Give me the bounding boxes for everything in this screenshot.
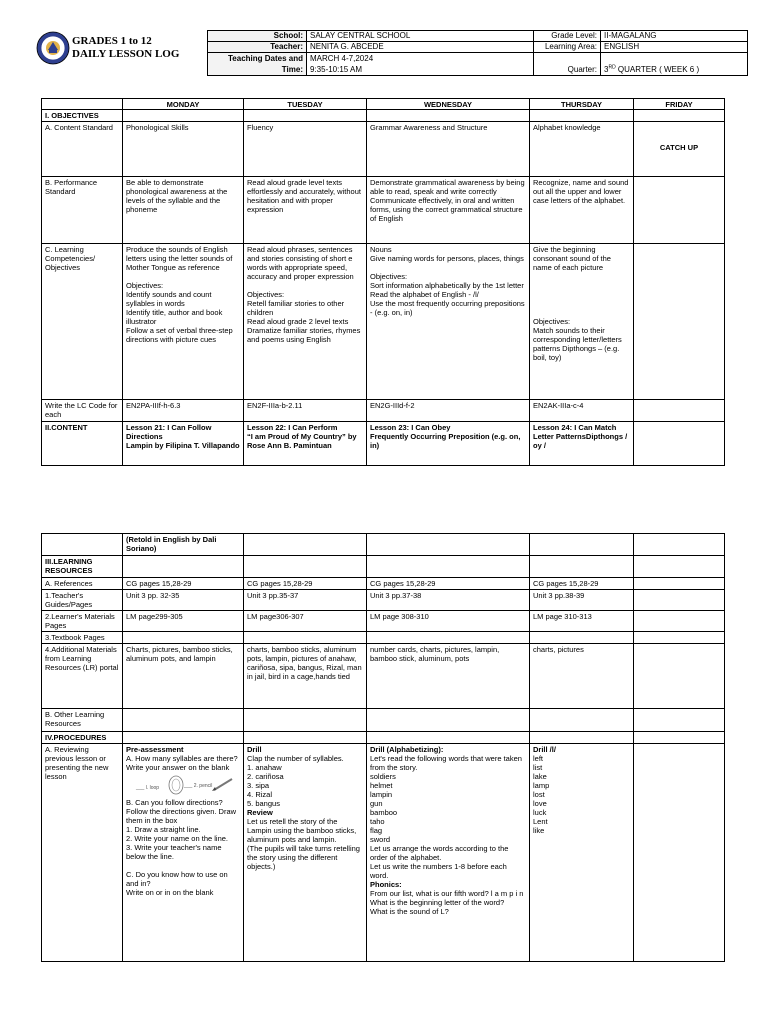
content-standard-wed: Grammar Awareness and Structure xyxy=(367,122,530,177)
comp-mon-1: Produce the sounds of English letters using the letter sounds of Mother Tongue as reference xyxy=(126,245,233,272)
lc-code-label: Write the LC Code for each xyxy=(42,400,123,422)
comp-wed-5: Use the most frequently occurring prepositions - (e.g. on, in) xyxy=(370,299,525,317)
rev-mon-c: C. Do you know how to use on and in? xyxy=(126,870,228,888)
comp-thu-objectives: Objectives: xyxy=(533,317,571,326)
lc-code-tue: EN2F-IIIa-b-2.11 xyxy=(244,400,367,422)
school-label: School: xyxy=(208,31,307,42)
rev-thu-word-3: lake xyxy=(533,772,547,781)
perf-wed-line-2: Communicate effectively, in oral and written forms, using the correct grammatical structure of English xyxy=(370,196,523,223)
rev-mon-c2: Write on or in on the blank xyxy=(126,888,214,897)
content-standard-thu: Alphabet knowledge xyxy=(530,122,634,177)
comp-wed-4: Read the alphabet of English - /l/ xyxy=(370,290,479,299)
reviewing-tue xyxy=(244,744,367,962)
reviewing-label: A. Reviewing previous lesson or presenting the new lesson xyxy=(42,744,123,962)
learners-materials-row xyxy=(42,611,725,632)
rev-thu-word-2: list xyxy=(533,763,543,772)
rev-wed-word-3: lampin xyxy=(370,790,393,799)
content-standard-mon: Phonological Skills xyxy=(123,122,244,177)
additional-materials-tue: charts, bamboo sticks, aluminum pots, lampin, pictures of anahaw, cariñosa, sipa, bangus, Rizal, man in jail, bird in a cage,hands tied xyxy=(244,644,367,709)
teacher-label: Teacher: xyxy=(208,42,307,53)
area-value: ENGLISH xyxy=(601,42,748,53)
grade-label: Grade Level: xyxy=(534,31,601,42)
title-line-2: DAILY LESSON LOG xyxy=(72,48,180,60)
comp-tue-3: Read aloud grade 2 level texts xyxy=(247,317,349,326)
title-line-1: GRADES 1 to 12 xyxy=(72,35,152,47)
content-label: II.CONTENT xyxy=(42,422,123,466)
rev-wed-p3: What is the sound of L? xyxy=(370,907,449,916)
day-monday: MONDAY xyxy=(123,99,244,110)
drill-heading-tue: Drill xyxy=(247,745,262,754)
textbook-label: 3.Textbook Pages xyxy=(42,632,123,644)
reviewing-mon xyxy=(123,744,244,962)
rev-wed-word-4: gun xyxy=(370,799,383,808)
references-label: A. References xyxy=(42,578,123,590)
teacher-value: NENITA G. ABCEDE xyxy=(307,42,534,53)
rev-mon-b2: 2. Write your name on the line. xyxy=(126,834,228,843)
learners-materials-tue: LM page306-307 xyxy=(244,611,367,632)
reviewing-row xyxy=(42,744,725,962)
rev-tue-item-3: 3. sipa xyxy=(247,781,270,790)
illus-loop-label: ___ l. loop xyxy=(136,785,160,791)
other-resources-label: B. Other Learning Resources xyxy=(42,709,123,732)
comp-tue-4: Dramatize familiar stories, rhymes and poems using English xyxy=(247,326,361,344)
additional-materials-wed: number cards, charts, pictures, lampin, bamboo stick, aluminum, pots xyxy=(367,644,530,709)
learners-materials-mon: LM page299-305 xyxy=(123,611,244,632)
dates-value xyxy=(307,53,534,76)
rev-mon-a2: Write your answer on the blank xyxy=(126,763,230,772)
reviewing-thu xyxy=(530,744,634,962)
content-tue: Lesson 22: I Can Perform “I am Proud of My Country” by Rose Ann B. Pamintuan xyxy=(244,422,367,466)
day-tuesday: TUESDAY xyxy=(244,99,367,110)
dates-text: MARCH 4-7,2024 xyxy=(310,54,374,63)
rev-tue-item-5: 5. bangus xyxy=(247,799,280,808)
content-thu: Lesson 24: I Can Match Letter PatternsDipthongs / oy / xyxy=(530,422,634,466)
deped-seal-icon xyxy=(36,31,70,65)
rev-thu-word-6: love xyxy=(533,799,547,808)
grade-value: II-MAGALANG xyxy=(601,31,748,42)
rev-thu-word-8: Lent xyxy=(533,817,548,826)
catch-up-label: CATCH UP xyxy=(659,143,699,152)
learners-materials-label: 2.Learner's Materials Pages xyxy=(42,611,123,632)
days-header-row xyxy=(42,99,725,110)
drill-heading-thu: Drill /l/ xyxy=(533,745,556,754)
rev-wed-p1: From our list, what is our fifth word? l a m p i n xyxy=(370,889,524,898)
content-row xyxy=(42,422,725,466)
content-standard-row xyxy=(42,122,725,177)
header-info-table xyxy=(207,30,748,76)
competencies-tue xyxy=(244,244,367,400)
rev-mon-b3: 3. Write your teacher's name below the line. xyxy=(126,843,222,861)
competencies-thu xyxy=(530,244,634,400)
performance-standard-label: B. Performance Standard xyxy=(42,177,123,244)
comp-wed-3: Sort information alphabetically by the 1st letter xyxy=(370,281,524,290)
header-corner xyxy=(42,99,123,110)
lc-code-wed: EN2G-IIId-f-2 xyxy=(367,400,530,422)
competencies-row xyxy=(42,244,725,400)
rev-tue-item-1: 1. anahaw xyxy=(247,763,282,772)
rev-wed-word-6: taho xyxy=(370,817,385,826)
content-standard-fri xyxy=(634,122,725,177)
quarter-label: Quarter: xyxy=(534,53,601,76)
teachers-guide-tue: Unit 3 pp.35-37 xyxy=(244,590,367,611)
comp-wed-1: Nouns xyxy=(370,245,392,254)
rev-tue-item-4: 4. Rizal xyxy=(247,790,273,799)
loop-pencil-illustration-icon xyxy=(126,774,239,796)
learning-resources-label: III.LEARNING RESOURCES xyxy=(42,556,123,578)
additional-materials-mon: Charts, pictures, bamboo sticks, aluminum pots, and lampin xyxy=(123,644,244,709)
quarter-rest: QUARTER ( WEEK 6 ) xyxy=(615,65,700,74)
rev-tue-r2: (The pupils will take turns retelling the story using the different objects.) xyxy=(247,844,360,871)
competencies-wed xyxy=(367,244,530,400)
rev-thu-word-5: lost xyxy=(533,790,545,799)
quarter-number: 3 xyxy=(604,65,609,74)
comp-mon-3: Identify title, author and book illustrator xyxy=(126,308,223,326)
additional-materials-thu: charts, pictures xyxy=(530,644,634,709)
lesson-table-resources xyxy=(41,533,725,962)
rev-tue-clap: Clap the number of syllables. xyxy=(247,754,344,763)
comp-tue-1: Read aloud phrases, sentences and stories consisting of short e words with appropriate speed, accuracy and proper expression xyxy=(247,245,354,281)
lc-code-thu: EN2AK-IIIa-c-4 xyxy=(530,400,634,422)
procedures-label: IV.PROCEDURES xyxy=(42,732,123,744)
comp-mon-objectives: Objectives: xyxy=(126,281,164,290)
content-standard-label: A. Content Standard xyxy=(42,122,123,177)
comp-wed-objectives: Objectives: xyxy=(370,272,408,281)
rev-wed-arrange: Let us arrange the words according to the order of the alphabet. xyxy=(370,844,509,862)
comp-tue-objectives: Objectives: xyxy=(247,290,285,299)
rev-wed-intro: Let's read the following words that were taken from the story. xyxy=(370,754,522,772)
learners-materials-wed: LM page 308-310 xyxy=(367,611,530,632)
additional-materials-label: 4.Additional Materials from Learning Resources (LR) portal xyxy=(42,644,123,709)
content-wed: Lesson 23: I Can Obey Frequently Occurring Preposition (e.g. on, in) xyxy=(367,422,530,466)
retold-note: (Retold in English by Dali Soriano) xyxy=(123,534,244,556)
lc-code-row xyxy=(42,400,725,422)
objectives-label: I. OBJECTIVES xyxy=(42,110,123,122)
rev-thu-word-9: like xyxy=(533,826,545,835)
rev-wed-write: Let us write the numbers 1-8 before each word. xyxy=(370,862,507,880)
competencies-label: C. Learning Competencies/ Objectives xyxy=(42,244,123,400)
comp-mon-4: Follow a set of verbal three-step directions with picture cues xyxy=(126,326,233,344)
quarter-value xyxy=(601,53,748,76)
rev-mon-b1: 1. Draw a straight line. xyxy=(126,825,201,834)
comp-thu-2: Match sounds to their corresponding letter/letters patterns Dipthongs – (e.g. boil, toy) xyxy=(533,326,622,362)
rev-wed-word-1: soldiers xyxy=(370,772,396,781)
rev-wed-word-5: bamboo xyxy=(370,808,398,817)
illus-pencil-label: ___ 2. pencil xyxy=(184,783,213,789)
rev-thu-word-4: lamp xyxy=(533,781,550,790)
performance-standard-mon: Be able to demonstrate phonological awareness at the levels of the syllable and the phoneme xyxy=(123,177,244,244)
teachers-guide-wed: Unit 3 pp.37-38 xyxy=(367,590,530,611)
rev-wed-word-2: helmet xyxy=(370,781,393,790)
retold-row xyxy=(42,534,725,556)
references-row xyxy=(42,578,725,590)
teachers-guide-thu: Unit 3 pp.38-39 xyxy=(530,590,634,611)
comp-wed-2: Give naming words for persons, places, things xyxy=(370,254,524,263)
teachers-guide-label: 1.Teacher's Guides/Pages xyxy=(42,590,123,611)
lc-code-mon: EN2PA-IIIf-h-6.3 xyxy=(123,400,244,422)
rev-thu-word-7: luck xyxy=(533,808,547,817)
rev-thu-word-1: left xyxy=(533,754,544,763)
rev-wed-p2: What is the beginning letter of the word? xyxy=(370,898,505,907)
references-mon: CG pages 15,28-29 xyxy=(123,578,244,590)
rev-mon-b: B. Can you follow directions? Follow the directions given. Draw them in the box xyxy=(126,798,237,825)
pre-assessment-heading: Pre-assessment xyxy=(126,745,184,754)
references-thu: CG pages 15,28-29 xyxy=(530,578,634,590)
drill-heading-wed: Drill (Alphabetizing): xyxy=(370,745,444,754)
performance-standard-thu: Recognize, name and sound out all the upper and lower case letters of the alphabet. xyxy=(530,177,634,244)
day-friday: FRIDAY xyxy=(634,99,725,110)
references-wed: CG pages 15,28-29 xyxy=(367,578,530,590)
other-resources-row xyxy=(42,709,725,732)
performance-standard-tue: Read aloud grade level texts effortlessly and accurately, without hesitation and with proper expression xyxy=(244,177,367,244)
perf-wed-line-1: Demonstrate grammatical awareness by being able to read, speak and write correctly xyxy=(370,178,525,196)
document-title xyxy=(72,35,179,61)
rev-tue-item-2: 2. cariñosa xyxy=(247,772,284,781)
performance-standard-row xyxy=(42,177,725,244)
comp-mon-2: Identify sounds and count syllables in words xyxy=(126,290,212,308)
competencies-mon xyxy=(123,244,244,400)
reviewing-wed xyxy=(367,744,530,962)
additional-materials-row xyxy=(42,644,725,709)
comp-thu-1: Give the beginning consonant sound of the name of each picture xyxy=(533,245,611,272)
quarter-suffix: RD xyxy=(608,64,616,71)
day-wednesday: WEDNESDAY xyxy=(367,99,530,110)
performance-standard-wed xyxy=(367,177,530,244)
area-label: Learning Area: xyxy=(534,42,601,53)
day-thursday: THURSDAY xyxy=(530,99,634,110)
comp-tue-2: Retell familiar stories to other children xyxy=(247,299,345,317)
teachers-guide-mon: Unit 3 pp. 32-35 xyxy=(123,590,244,611)
dates-label: Teaching Dates and Time: xyxy=(208,53,307,76)
phonics-heading: Phonics: xyxy=(370,880,402,889)
textbook-row xyxy=(42,632,725,644)
rev-mon-a: A. How many syllables are there? xyxy=(126,754,238,763)
content-mon: Lesson 21: I Can Follow Directions Lampin by Filipina T. Villapando xyxy=(123,422,244,466)
learning-resources-row xyxy=(42,556,725,578)
objectives-row xyxy=(42,110,725,122)
time-text: 9:35-10:15 AM xyxy=(310,65,363,74)
learners-materials-thu: LM page 310-313 xyxy=(530,611,634,632)
review-heading-tue: Review xyxy=(247,808,273,817)
rev-tue-r1: Let us retell the story of the Lampin using the bamboo sticks, aluminum pots and lampin. xyxy=(247,817,357,844)
teachers-guide-row xyxy=(42,590,725,611)
school-value: SALAY CENTRAL SCHOOL xyxy=(307,31,534,42)
lesson-table-objectives xyxy=(41,98,725,466)
rev-wed-word-7: flag xyxy=(370,826,383,835)
rev-wed-word-8: sword xyxy=(370,835,391,844)
content-standard-tue: Fluency xyxy=(244,122,367,177)
references-tue: CG pages 15,28-29 xyxy=(244,578,367,590)
procedures-row xyxy=(42,732,725,744)
